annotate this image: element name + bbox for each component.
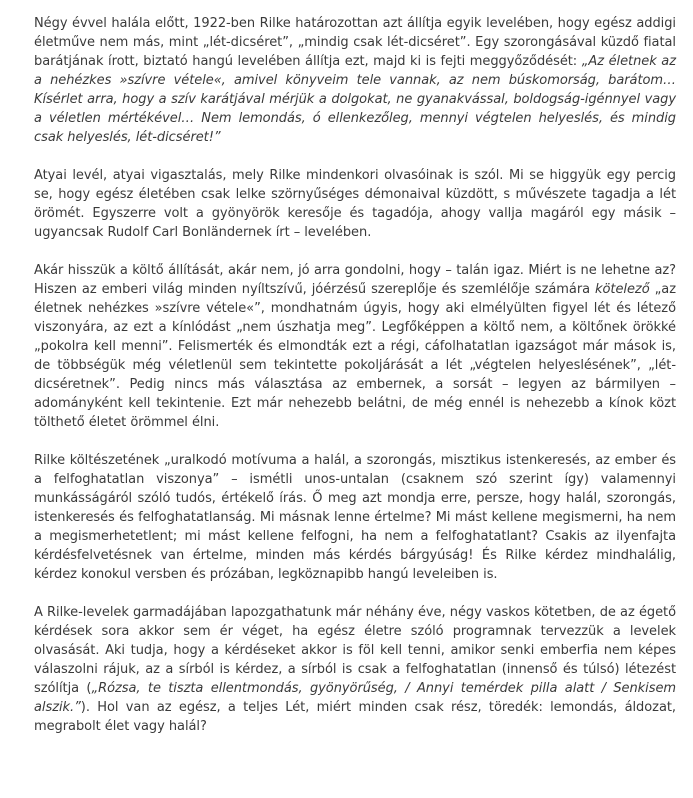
- emphasized-word: kötelező: [595, 282, 650, 297]
- article-paragraph: [34, 603, 676, 736]
- paragraph-text: Akár hisszük a költő állítását, akár nem, jó arra gondolni, hogy – talán igaz. Miért is ne lehetne az? Hiszen az emberi világ minden nyíltszívű, jóérzésű szereplője és szemlélője számára: [34, 263, 676, 297]
- paragraph-text: A Rilke-levelek garmadájában lapozgathatunk már néhány éve, négy vaskos kötetben, de az égető kérdések sora akkor sem ér véget, ha egész életre szóló programnak tervezzük a levelek olvasását. Aki tudja, hogy a kérdéseket akkor is föl kell tenni, amikor senki emberfia nem képes válaszolni rájuk, az a sírból is kérdez, a sírból is csak a felfoghatatlan (innenső és túlsó) létezést szólítja (: [34, 605, 676, 696]
- article-paragraph: [34, 166, 676, 242]
- article-paragraph: [34, 14, 676, 147]
- article-paragraph: [34, 451, 676, 584]
- paragraph-text: Négy évvel halála előtt, 1922-ben Rilke határozottan azt állítja egyik levelében, hogy egész addigi életműve nem más, mint „lét-dicséret”, „mindig csak lét-dicséret”. Egy szorongásával küzdő fiatal barátjának írott, biztató hangú levelében állítja ezt, majd ki is fejti meggyőződését:: [34, 16, 676, 69]
- paragraph-text: ). Hol van az egész, a teljes Lét, miért minden csak rész, töredék: lemondás, áldozat, megrabolt élet vagy halál?: [34, 700, 676, 734]
- poem-quote: „Rózsa, te tiszta ellentmondás, gyönyörűség, / Annyi temérdek pilla alatt / Senkisem alszik.”: [34, 681, 677, 715]
- rilke-quote: „Az életnek az a nehézkes »szívre vétele«, amivel könyveim tele vannak, az nem búskomorság, barátom… Kísérlet arra, hogy a szív karátjával mérjük a dolgokat, ne gyanakvással, boldogság-igénnyel vagy a véletlen mértékével… Nem lemondás, ó ellenkezőleg, mennyi végtelen helyeslés, és mindig csak helyeslés, lét-dicséret!”: [34, 54, 676, 145]
- paragraph-text: Rilke költészetének „uralkodó motívuma a halál, a szorongás, misztikus istenkeresés, az ember és a felfoghatatlan viszonya” – ismétli unos-untalan (csaknem szó szerint így) valamennyi munkásságáról szóló tudós, értékelő írás. Ő meg azt mondja erre, persze, hogy halál, szorongás, istenkeresés és felfoghatatlanság. Mi másnak lenne értelme? Mi mást kellene megismerni, ha nem a megismerhetetlent; mi mást kellene felfogni, ha nem a felfoghatatlant? Csakis az ilyenfajta kérdésfelvetésnek van értelme, minden más kérdés bárgyúság! És Rilke kérdez mindhalálig, kérdez konokul versben és prózában, legköznapibb hangú leveleiben is.: [34, 453, 676, 582]
- article-paragraph: [34, 261, 676, 432]
- paragraph-text: Atyai levél, atyai vigasztalás, mely Rilke mindenkori olvasóinak is szól. Mi se higgyük egy percig se, hogy egész életében csak lelke szörnyűséges démonaival küzdött, s művészete tagadja a lét örömét. Egyszerre volt a gyönyörök keresője és tagadója, ahogy vallja magáról egy másik – ugyancsak Rudolf Carl Bonländernek írt – levelében.: [34, 168, 676, 240]
- paragraph-text: „az életnek nehézkes »szívre vétele«”, mondhatnám úgyis, hogy aki elmélyülten figyel lét és létező viszonyára, az ezt a kínlódást „nem úszhatja meg”. Legfőképpen a költő nem, a költőnek örökké „pokolra kell menni”. Felismerték és elmondták ezt a régi, cáfolhatatlan igazságot már mások is, de többségük még véletlenül sem tekintette pokoljárását a lét „végtelen helyeslésének”, „lét-dicséretnek”. Pedig nincs más választása az embernek, a sorsát – legyen az bármilyen – adományként kell tekintenie. Ezt már nehezebb belátni, de még ennél is nehezebb a kínok közt tölthető életet örömmel élni.: [34, 282, 676, 430]
